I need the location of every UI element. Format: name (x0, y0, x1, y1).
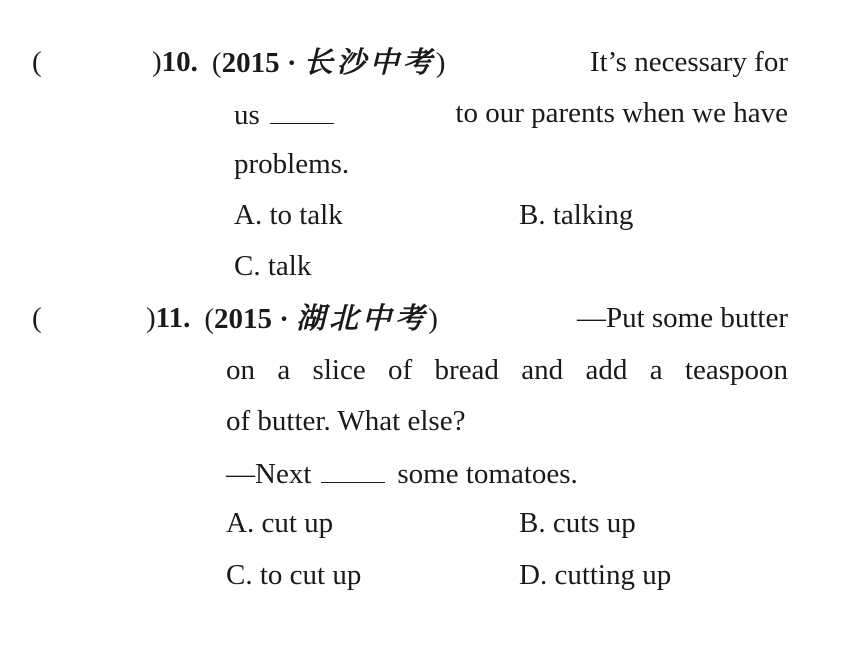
source-dot: · (279, 303, 289, 335)
answer-paren-close: ) (152, 46, 162, 78)
source-dot: · (286, 47, 297, 79)
source-paren-close: ) (435, 47, 446, 79)
question-stem-text: problems. (234, 148, 350, 180)
question-stem-text: —Next (226, 458, 312, 490)
question-10-line-1 (152, 45, 788, 79)
option-b[interactable]: B. talking (519, 199, 634, 231)
source-paren-close: ) (428, 303, 438, 335)
answer-paren-close: ) (146, 302, 156, 334)
question-stem-text: —Put some butter (576, 302, 788, 334)
question-stem-text: us (234, 99, 260, 131)
option-b[interactable]: B. cuts up (519, 507, 636, 539)
source-paren-open: ( (211, 47, 222, 79)
option-a[interactable]: A. cut up (226, 507, 334, 539)
fill-in-blank[interactable] (270, 99, 334, 124)
question-source (211, 45, 446, 79)
source-place: 湖北中考 (296, 301, 429, 335)
question-stem-line: on a slice of bread and add a teaspoon (226, 354, 788, 386)
source-place: 长沙中考 (303, 45, 436, 79)
question-stem-text: to our parents when we have (455, 97, 788, 129)
option-c[interactable]: C. to cut up (226, 559, 362, 591)
source-year: 2015 (221, 47, 280, 79)
answer-paren-open: ( (32, 46, 42, 78)
answer-paren-open: ( (32, 302, 42, 334)
question-stem-text: It’s necessary for (589, 46, 788, 78)
source-paren-open: ( (204, 303, 214, 335)
question-11-line-1 (146, 301, 788, 335)
fill-in-blank[interactable] (321, 458, 385, 483)
question-stem-text: of butter. What else? (226, 405, 466, 437)
question-stem-text: some tomatoes. (397, 458, 578, 490)
source-year: 2015 (214, 303, 272, 335)
question-source (204, 301, 438, 335)
question-10-line-2 (234, 99, 788, 130)
question-number: 10. (161, 46, 198, 78)
question-stem-text (226, 356, 788, 385)
option-a[interactable]: A. to talk (234, 199, 343, 231)
question-number: 11. (155, 302, 191, 334)
question-11-line-4 (226, 458, 578, 489)
option-c[interactable]: C. talk (234, 250, 312, 282)
option-d[interactable]: D. cutting up (519, 559, 672, 591)
